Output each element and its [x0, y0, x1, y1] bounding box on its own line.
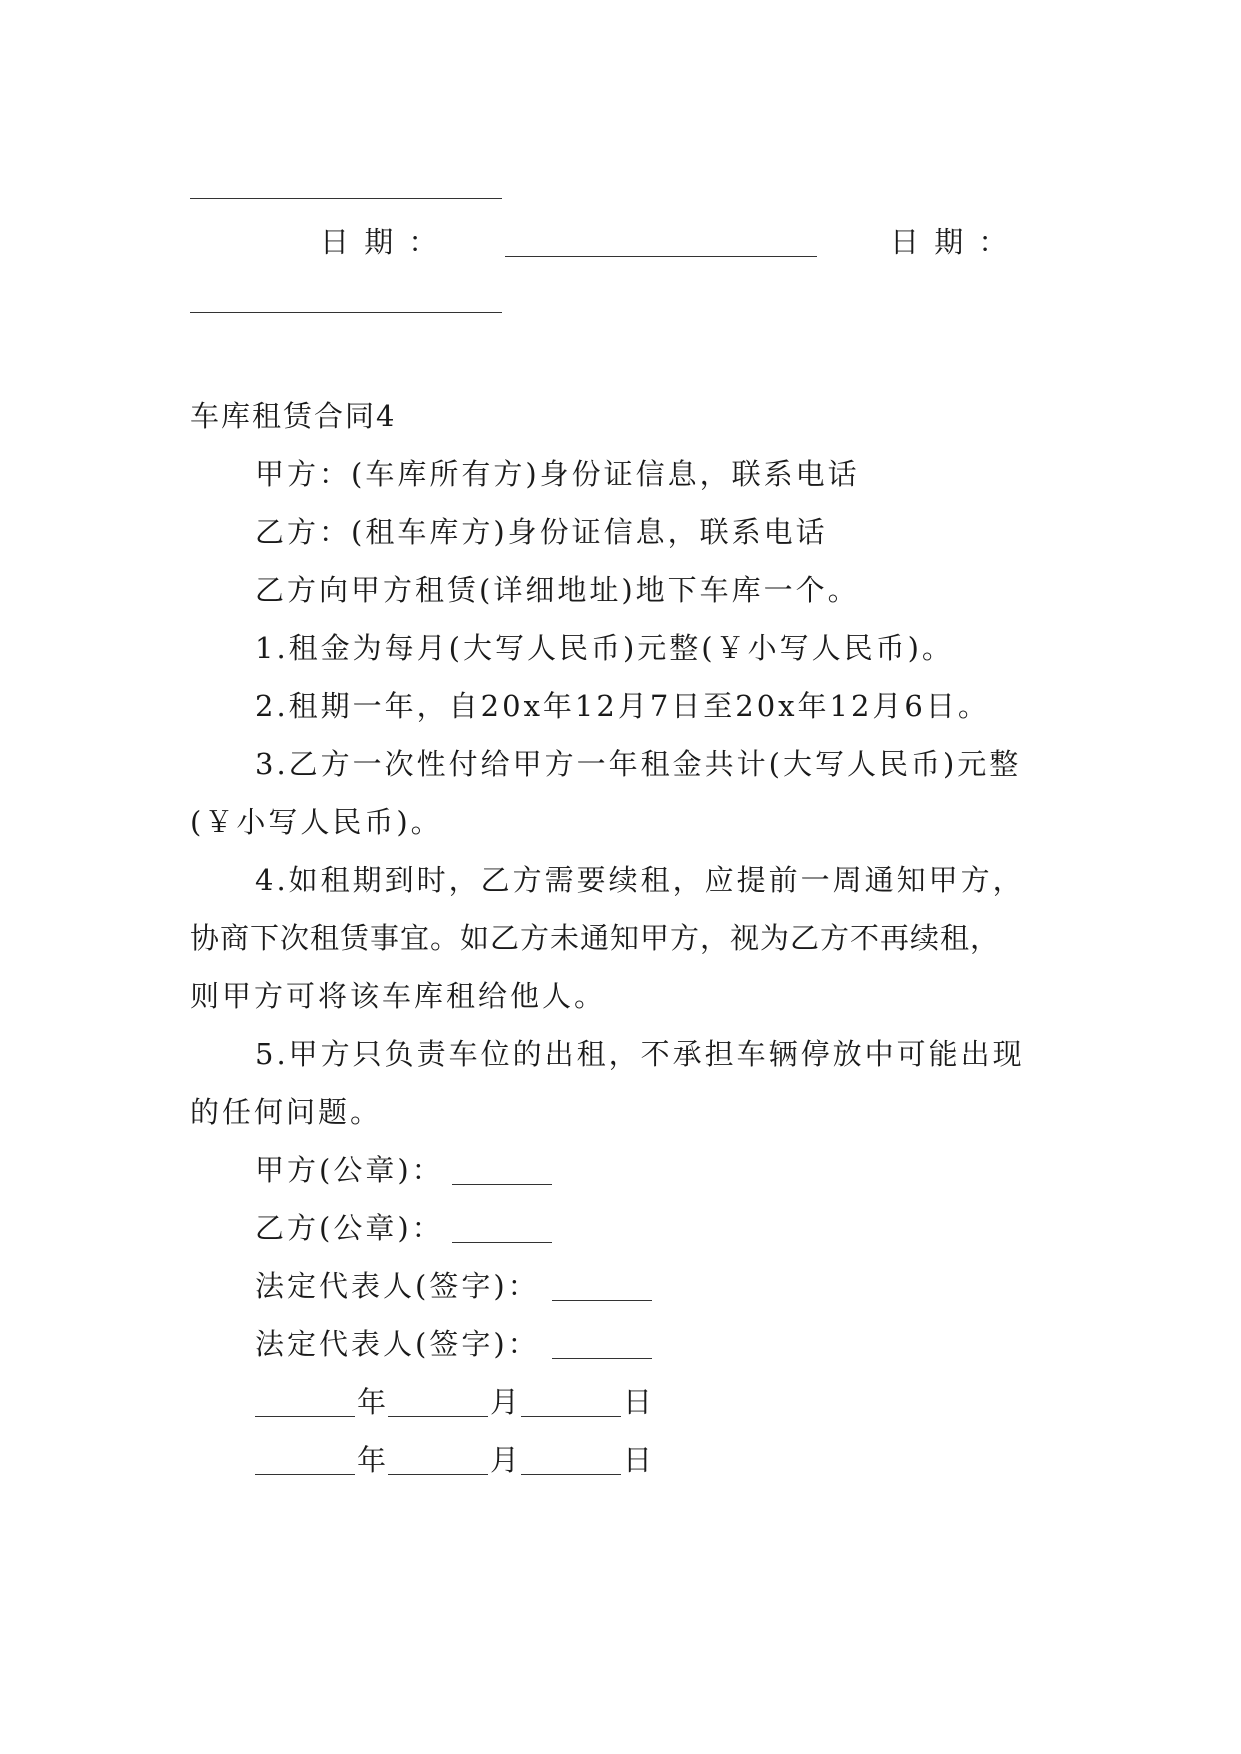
clause-4-line-1: 4.如租期到时，乙方需要续租，应提前一周通知甲方，	[255, 863, 1025, 897]
date-1-year-line	[255, 1416, 355, 1417]
date-2-day-line	[521, 1474, 621, 1475]
signature-line-top	[190, 198, 502, 199]
clause-4-line-2: 协商下次租赁事宜。如乙方未通知甲方，视为乙方不再续租，	[190, 921, 1001, 955]
date-label-right: 日 期 ：	[890, 225, 1011, 259]
clause-5-line-1: 5.甲方只负责车位的出租，不承担车辆停放中可能出现	[255, 1037, 1025, 1071]
date-label-left: 日 期 ：	[320, 225, 441, 259]
date-2-month-label: 月	[490, 1443, 523, 1477]
date-2-year-line	[255, 1474, 355, 1475]
clause-1: 1.租金为每月(大写人民币)元整(￥小写人民币)。	[255, 631, 954, 665]
lease-intro: 乙方向甲方租赁(详细地址)地下车库一个。	[255, 573, 860, 607]
clause-4-line-3: 则甲方可将该车库租给他人。	[190, 979, 607, 1013]
date-2-month-line	[388, 1474, 488, 1475]
contract-title: 车库租赁合同4	[190, 399, 397, 433]
date-line-left	[505, 256, 817, 257]
rep-b-label: 法定代表人(签字)：	[255, 1327, 540, 1361]
date-2-year-label: 年	[357, 1443, 390, 1477]
date-1-month-line	[388, 1416, 488, 1417]
signature-line-bottom	[190, 312, 502, 313]
rep-a-label: 法定代表人(签字)：	[255, 1269, 540, 1303]
date-1-year-label: 年	[357, 1385, 390, 1419]
clause-5-line-2: 的任何问题。	[190, 1095, 383, 1129]
party-a-info: 甲方：(车库所有方)身份证信息，联系电话	[255, 457, 860, 491]
party-b-info: 乙方：(租车库方)身份证信息，联系电话	[255, 515, 828, 549]
party-b-seal-label: 乙方(公章)：	[255, 1211, 444, 1245]
date-1-month-label: 月	[490, 1385, 523, 1419]
date-1-day-line	[521, 1416, 621, 1417]
rep-a-line	[552, 1300, 652, 1301]
clause-3-line-1: 3.乙方一次性付给甲方一年租金共计(大写人民币)元整	[255, 747, 1022, 781]
party-a-seal-label: 甲方(公章)：	[255, 1153, 444, 1187]
party-b-seal-line	[452, 1242, 552, 1243]
clause-2: 2.租期一年，自20x年12月7日至20x年12月6日。	[255, 689, 990, 723]
date-2-day-label: 日	[623, 1443, 656, 1477]
party-a-seal-line	[452, 1184, 552, 1185]
date-1-day-label: 日	[623, 1385, 656, 1419]
rep-b-line	[552, 1358, 652, 1359]
clause-3-line-2: (￥小写人民币)。	[190, 805, 443, 839]
